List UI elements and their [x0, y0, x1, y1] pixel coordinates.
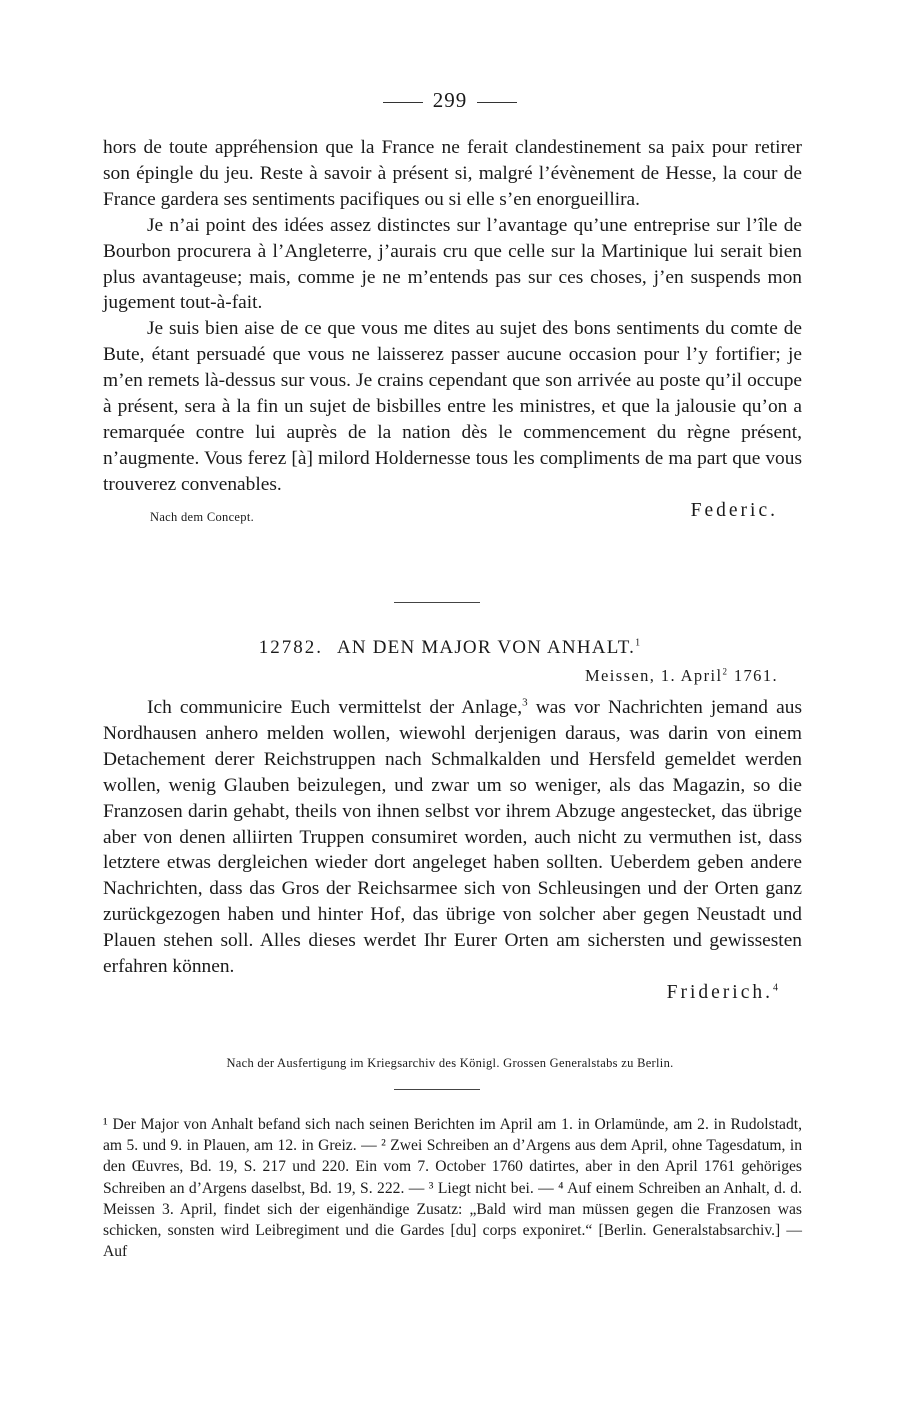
letter-1-paragraph-2: Je n’ai point des idées assez distinctes sur l’avantage qu’une entreprise sur l’île de Bourbon procurera à l’Angleterre, j’aurais cru que celle sur la Martinique lui serait bien plus avantageuse; mais, comme je ne m’entends pas sur ces choses, j’en suspends mon jugement tout-à-fait.	[103, 214, 802, 314]
letter-2-source-note: Nach der Ausfertigung im Kriegsarchiv des Königl. Grossen Generalstabs zu Berlin.	[226, 1056, 674, 1070]
letter-2	[103, 695, 802, 1008]
footnote-divider	[394, 1089, 480, 1090]
letter-1-source-note: Nach dem Concept.	[150, 509, 255, 524]
letter-2-body-part-2: was vor Nachrichten jemand aus Nordhausen anhero melden wollen, wiewohl derjenigen daraus, was darin von einem Detachement derer Reichstruppen nach Schmalkalden und Hersfeld gemeldet werden wollen, wenig Glauben beizulegen, und zwar um so weniger, als das Magazin, so die Franzosen darin gehabt, theils von ihnen selbst vor ihrem Abzuge angestecket, das übrige aber von denen alliirten Truppen consumiret worden, auch nicht zu vermuthen ist, dass letztere etwas dergleichen wieder dort angeleget haben sollten. Ueberdem geben andere Nachrichten, dass das Gros der Reichsarmee sich von Schleusingen und der Orten ganz zurückgezogen haben und hinter Hof, das übrige von solcher aber gegen Neustadt und Plauen stehen soll. Alles dieses werdet Ihr Eurer Orten am sichersten und gewissesten erfahren können.	[103, 697, 802, 978]
letter-2-closing	[103, 982, 802, 1008]
letter-2-body-part-1: Ich communicire Euch vermittelst der Anlage,	[147, 697, 523, 718]
letter-2-body	[103, 695, 802, 980]
letter-2-signature	[667, 982, 778, 1004]
letter-2-title-footnote-ref: 1	[635, 637, 642, 649]
letter-2-dateline	[585, 666, 778, 686]
letter-2-number: 12782.	[258, 637, 323, 658]
page-number-dash-right	[477, 102, 517, 103]
letter-2-date-place: Meissen, 1. April	[584, 666, 723, 685]
letter-2-signature-text: Friderich.	[666, 981, 773, 1003]
letter-1-paragraph-3: Je suis bien aise de ce que vous me dites au sujet des bons sentiments du comte de Bute, étant persuadé que vous ne laisserez passer aucune occasion pour l’y fortifier; je m’en remets là-dessus sur vous. Je crains cependant que son arrivée au poste qu’il occupe à présent, sera à la fin un sujet de bisbilles entre les ministres, et que la jalousie qu’on a remarquée contre lui auprès de la nation dès le commencement du règne présent, n’augmente. Vous ferez [à] milord Holdernesse tous les compliments de ma part que vous trouverez convenables.	[103, 318, 802, 495]
page-number	[0, 88, 900, 113]
section-divider	[394, 602, 480, 603]
letter-1-signature: Federic.	[690, 499, 778, 521]
letter-2-signature-footnote-ref: 4	[773, 982, 778, 994]
letter-1	[103, 135, 802, 526]
letter-2-date-footnote-ref: 2	[722, 666, 729, 677]
letter-2-title: AN DEN MAJOR VON ANHALT.	[336, 637, 636, 658]
page-number-dash-left	[383, 102, 423, 103]
letter-1-paragraph-1: hors de toute appréhension que la France ne ferait clandestinement sa paix pour retirer son épingle du jeu. Reste à savoir à présent si, malgré l’évènement de Hesse, la cour de France gardera ses sentiments pacifiques ou si elle s’en enorgueillira.	[103, 137, 802, 210]
letter-2-date-year: 1761.	[733, 666, 778, 685]
footnotes: ¹ Der Major von Anhalt befand sich nach seinen Berichten im April am 1. in Orlamünde, am 2. in Rudolstadt, am 5. und 9. in Plauen, am 12. in Greiz. — ² Zwei Schreiben an d’Argens aus dem April, ohne Tagesdatum, in den Œuvres, Bd. 19, S. 217 und 220. Ein vom 7. October 1760 datirtes, aber in den April 1761 gehöriges Schreiben an d’Argens daselbst, Bd. 19, S. 222. — ³ Liegt nicht bei. — ⁴ Auf einem Schreiben an Anhalt, d. d. Meissen 3. April, findet sich der eigenhändige Zusatz: „Bald wird man müssen gegen die Franzosen was schicken, sonsten wird Leibregiment und die Gardes [du] corps exponiret.“ [Berlin. Generalstabsarchiv.] — Auf	[103, 1116, 802, 1261]
letter-1-closing	[103, 500, 802, 526]
letter-2-body-footnote-ref: 3	[522, 696, 528, 709]
page-number-text: 299	[432, 88, 468, 112]
letter-2-heading	[0, 637, 900, 659]
